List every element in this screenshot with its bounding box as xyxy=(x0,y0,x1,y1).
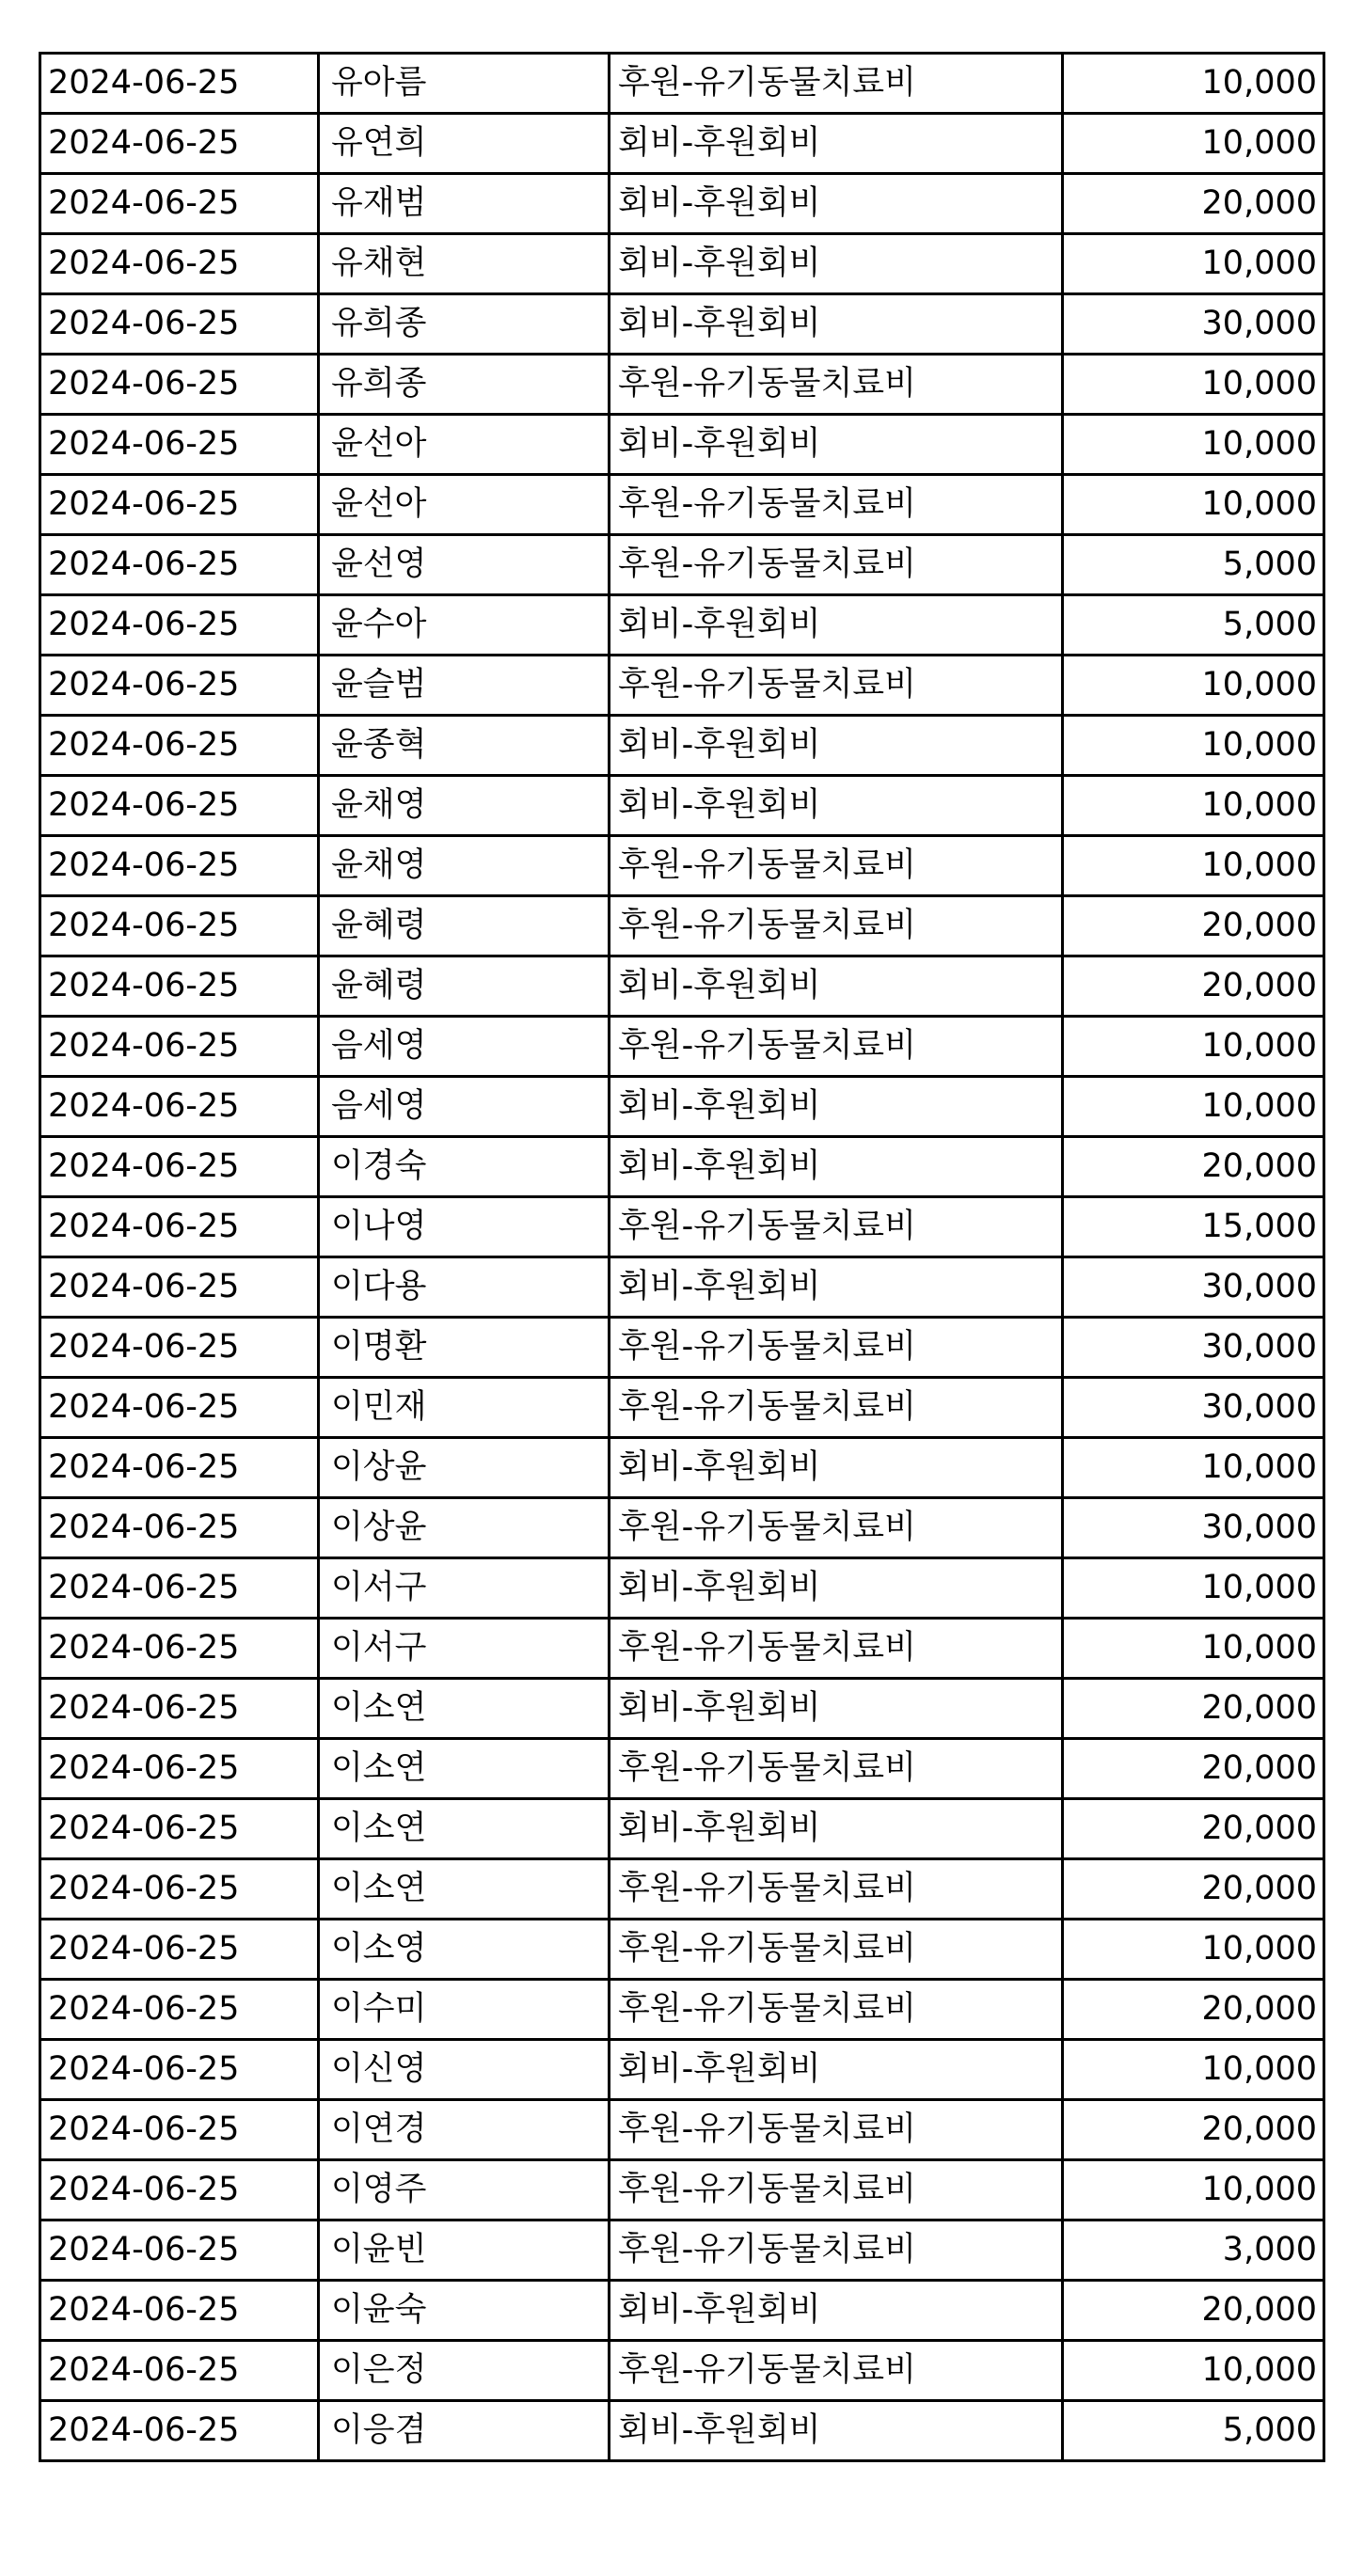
donor-name-cell: 이윤빈 xyxy=(319,2220,610,2281)
amount-cell: 10,000 xyxy=(1063,1920,1324,1980)
date-cell: 2024-06-25 xyxy=(40,1378,319,1438)
donation-ledger-table xyxy=(39,52,1325,2462)
category-cell: 후원-유기동물치료비 xyxy=(610,1017,1063,1077)
category-cell: 후원-유기동물치료비 xyxy=(610,54,1063,114)
date-cell: 2024-06-25 xyxy=(40,355,319,415)
donor-name-cell: 이신영 xyxy=(319,2040,610,2100)
date-cell: 2024-06-25 xyxy=(40,535,319,595)
table-row xyxy=(40,2100,1324,2160)
amount-cell: 30,000 xyxy=(1063,1257,1324,1318)
table-row xyxy=(40,2220,1324,2281)
amount-cell: 3,000 xyxy=(1063,2220,1324,2281)
date-cell: 2024-06-25 xyxy=(40,836,319,896)
table-row xyxy=(40,1438,1324,1498)
amount-cell: 20,000 xyxy=(1063,2100,1324,2160)
donor-name-cell: 이경숙 xyxy=(319,1137,610,1197)
table-row xyxy=(40,535,1324,595)
donor-name-cell: 윤수아 xyxy=(319,595,610,656)
date-cell: 2024-06-25 xyxy=(40,1257,319,1318)
donor-name-cell: 유채현 xyxy=(319,234,610,294)
amount-cell: 10,000 xyxy=(1063,1438,1324,1498)
table-row xyxy=(40,355,1324,415)
amount-cell: 15,000 xyxy=(1063,1197,1324,1257)
category-cell: 후원-유기동물치료비 xyxy=(610,1378,1063,1438)
table-row xyxy=(40,1257,1324,1318)
date-cell: 2024-06-25 xyxy=(40,2220,319,2281)
donor-name-cell: 이응겸 xyxy=(319,2401,610,2461)
table-row xyxy=(40,1017,1324,1077)
donor-name-cell: 이민재 xyxy=(319,1378,610,1438)
amount-cell: 10,000 xyxy=(1063,234,1324,294)
date-cell: 2024-06-25 xyxy=(40,1017,319,1077)
ledger-body xyxy=(40,54,1324,2461)
amount-cell: 20,000 xyxy=(1063,1980,1324,2040)
date-cell: 2024-06-25 xyxy=(40,595,319,656)
amount-cell: 10,000 xyxy=(1063,1077,1324,1137)
table-row xyxy=(40,2160,1324,2220)
category-cell: 회비-후원회비 xyxy=(610,1558,1063,1619)
category-cell: 회비-후원회비 xyxy=(610,2281,1063,2341)
donor-name-cell: 윤종혁 xyxy=(319,716,610,776)
date-cell: 2024-06-25 xyxy=(40,54,319,114)
category-cell: 후원-유기동물치료비 xyxy=(610,836,1063,896)
table-row xyxy=(40,716,1324,776)
category-cell: 후원-유기동물치료비 xyxy=(610,1739,1063,1799)
donor-name-cell: 이소연 xyxy=(319,1859,610,1920)
donor-name-cell: 이연경 xyxy=(319,2100,610,2160)
table-row xyxy=(40,1920,1324,1980)
donor-name-cell: 이영주 xyxy=(319,2160,610,2220)
donor-name-cell: 윤혜령 xyxy=(319,896,610,956)
table-row xyxy=(40,956,1324,1017)
amount-cell: 10,000 xyxy=(1063,2160,1324,2220)
donor-name-cell: 이수미 xyxy=(319,1980,610,2040)
date-cell: 2024-06-25 xyxy=(40,415,319,475)
amount-cell: 20,000 xyxy=(1063,956,1324,1017)
table-row xyxy=(40,1558,1324,1619)
date-cell: 2024-06-25 xyxy=(40,2281,319,2341)
table-row xyxy=(40,1318,1324,1378)
category-cell: 회비-후원회비 xyxy=(610,1257,1063,1318)
donor-name-cell: 윤채영 xyxy=(319,776,610,836)
category-cell: 회비-후원회비 xyxy=(610,595,1063,656)
date-cell: 2024-06-25 xyxy=(40,174,319,234)
donor-name-cell: 이서구 xyxy=(319,1619,610,1679)
date-cell: 2024-06-25 xyxy=(40,1679,319,1739)
date-cell: 2024-06-25 xyxy=(40,294,319,355)
donor-name-cell: 이명환 xyxy=(319,1318,610,1378)
donor-name-cell: 이은정 xyxy=(319,2341,610,2401)
amount-cell: 20,000 xyxy=(1063,1859,1324,1920)
category-cell: 회비-후원회비 xyxy=(610,294,1063,355)
date-cell: 2024-06-25 xyxy=(40,1739,319,1799)
donor-name-cell: 윤선아 xyxy=(319,475,610,535)
category-cell: 후원-유기동물치료비 xyxy=(610,2220,1063,2281)
table-row xyxy=(40,2281,1324,2341)
donor-name-cell: 음세영 xyxy=(319,1077,610,1137)
category-cell: 회비-후원회비 xyxy=(610,956,1063,1017)
table-row xyxy=(40,2341,1324,2401)
donor-name-cell: 이상윤 xyxy=(319,1438,610,1498)
date-cell: 2024-06-25 xyxy=(40,1558,319,1619)
amount-cell: 20,000 xyxy=(1063,1799,1324,1859)
date-cell: 2024-06-25 xyxy=(40,2040,319,2100)
category-cell: 후원-유기동물치료비 xyxy=(610,475,1063,535)
amount-cell: 10,000 xyxy=(1063,355,1324,415)
table-row xyxy=(40,174,1324,234)
amount-cell: 10,000 xyxy=(1063,1558,1324,1619)
table-row xyxy=(40,2040,1324,2100)
amount-cell: 20,000 xyxy=(1063,174,1324,234)
amount-cell: 10,000 xyxy=(1063,415,1324,475)
date-cell: 2024-06-25 xyxy=(40,2100,319,2160)
amount-cell: 20,000 xyxy=(1063,2281,1324,2341)
date-cell: 2024-06-25 xyxy=(40,776,319,836)
amount-cell: 10,000 xyxy=(1063,716,1324,776)
table-row xyxy=(40,1859,1324,1920)
donor-name-cell: 윤슬범 xyxy=(319,656,610,716)
donor-name-cell: 이나영 xyxy=(319,1197,610,1257)
category-cell: 회비-후원회비 xyxy=(610,1799,1063,1859)
category-cell: 회비-후원회비 xyxy=(610,1679,1063,1739)
date-cell: 2024-06-25 xyxy=(40,1920,319,1980)
category-cell: 회비-후원회비 xyxy=(610,1077,1063,1137)
amount-cell: 20,000 xyxy=(1063,1739,1324,1799)
donor-name-cell: 이소연 xyxy=(319,1679,610,1739)
amount-cell: 10,000 xyxy=(1063,2341,1324,2401)
date-cell: 2024-06-25 xyxy=(40,656,319,716)
amount-cell: 10,000 xyxy=(1063,475,1324,535)
donor-name-cell: 유아름 xyxy=(319,54,610,114)
category-cell: 회비-후원회비 xyxy=(610,1137,1063,1197)
category-cell: 회비-후원회비 xyxy=(610,174,1063,234)
table-row xyxy=(40,1619,1324,1679)
date-cell: 2024-06-25 xyxy=(40,2401,319,2461)
amount-cell: 10,000 xyxy=(1063,836,1324,896)
date-cell: 2024-06-25 xyxy=(40,1077,319,1137)
table-row xyxy=(40,2401,1324,2461)
category-cell: 회비-후원회비 xyxy=(610,234,1063,294)
table-row xyxy=(40,1799,1324,1859)
table-row xyxy=(40,294,1324,355)
donor-name-cell: 유재범 xyxy=(319,174,610,234)
date-cell: 2024-06-25 xyxy=(40,1197,319,1257)
donor-name-cell: 이윤숙 xyxy=(319,2281,610,2341)
date-cell: 2024-06-25 xyxy=(40,2341,319,2401)
donor-name-cell: 이소영 xyxy=(319,1920,610,1980)
category-cell: 회비-후원회비 xyxy=(610,2401,1063,2461)
date-cell: 2024-06-25 xyxy=(40,234,319,294)
amount-cell: 10,000 xyxy=(1063,114,1324,174)
category-cell: 회비-후원회비 xyxy=(610,776,1063,836)
category-cell: 후원-유기동물치료비 xyxy=(610,1197,1063,1257)
table-row xyxy=(40,1679,1324,1739)
date-cell: 2024-06-25 xyxy=(40,114,319,174)
table-row xyxy=(40,896,1324,956)
category-cell: 회비-후원회비 xyxy=(610,2040,1063,2100)
category-cell: 후원-유기동물치료비 xyxy=(610,1498,1063,1558)
donor-name-cell: 윤혜령 xyxy=(319,956,610,1017)
amount-cell: 10,000 xyxy=(1063,656,1324,716)
amount-cell: 10,000 xyxy=(1063,2040,1324,2100)
amount-cell: 30,000 xyxy=(1063,1378,1324,1438)
date-cell: 2024-06-25 xyxy=(40,1498,319,1558)
donor-name-cell: 유희종 xyxy=(319,294,610,355)
category-cell: 회비-후원회비 xyxy=(610,716,1063,776)
donor-name-cell: 윤채영 xyxy=(319,836,610,896)
donor-name-cell: 이다용 xyxy=(319,1257,610,1318)
category-cell: 후원-유기동물치료비 xyxy=(610,1859,1063,1920)
date-cell: 2024-06-25 xyxy=(40,716,319,776)
amount-cell: 20,000 xyxy=(1063,1137,1324,1197)
date-cell: 2024-06-25 xyxy=(40,1137,319,1197)
amount-cell: 10,000 xyxy=(1063,776,1324,836)
category-cell: 회비-후원회비 xyxy=(610,1438,1063,1498)
category-cell: 후원-유기동물치료비 xyxy=(610,355,1063,415)
table-row xyxy=(40,1498,1324,1558)
table-row xyxy=(40,1197,1324,1257)
table-row xyxy=(40,54,1324,114)
amount-cell: 30,000 xyxy=(1063,1318,1324,1378)
donor-name-cell: 윤선아 xyxy=(319,415,610,475)
amount-cell: 5,000 xyxy=(1063,535,1324,595)
category-cell: 후원-유기동물치료비 xyxy=(610,535,1063,595)
date-cell: 2024-06-25 xyxy=(40,475,319,535)
date-cell: 2024-06-25 xyxy=(40,1438,319,1498)
donor-name-cell: 이서구 xyxy=(319,1558,610,1619)
amount-cell: 10,000 xyxy=(1063,1017,1324,1077)
table-row xyxy=(40,1137,1324,1197)
table-row xyxy=(40,1077,1324,1137)
amount-cell: 20,000 xyxy=(1063,896,1324,956)
category-cell: 후원-유기동물치료비 xyxy=(610,1619,1063,1679)
donor-name-cell: 음세영 xyxy=(319,1017,610,1077)
donor-name-cell: 유연희 xyxy=(319,114,610,174)
table-row xyxy=(40,656,1324,716)
table-row xyxy=(40,836,1324,896)
date-cell: 2024-06-25 xyxy=(40,1859,319,1920)
date-cell: 2024-06-25 xyxy=(40,1619,319,1679)
amount-cell: 20,000 xyxy=(1063,1679,1324,1739)
category-cell: 후원-유기동물치료비 xyxy=(610,2100,1063,2160)
donor-name-cell: 이소연 xyxy=(319,1799,610,1859)
table-row xyxy=(40,475,1324,535)
table-row xyxy=(40,595,1324,656)
amount-cell: 10,000 xyxy=(1063,54,1324,114)
date-cell: 2024-06-25 xyxy=(40,956,319,1017)
category-cell: 후원-유기동물치료비 xyxy=(610,896,1063,956)
category-cell: 후원-유기동물치료비 xyxy=(610,2341,1063,2401)
donor-name-cell: 이상윤 xyxy=(319,1498,610,1558)
donor-name-cell: 이소연 xyxy=(319,1739,610,1799)
category-cell: 후원-유기동물치료비 xyxy=(610,1318,1063,1378)
amount-cell: 30,000 xyxy=(1063,294,1324,355)
table-row xyxy=(40,114,1324,174)
table-row xyxy=(40,776,1324,836)
category-cell: 회비-후원회비 xyxy=(610,415,1063,475)
table-row xyxy=(40,1378,1324,1438)
date-cell: 2024-06-25 xyxy=(40,1980,319,2040)
category-cell: 후원-유기동물치료비 xyxy=(610,1980,1063,2040)
amount-cell: 10,000 xyxy=(1063,1619,1324,1679)
table-row xyxy=(40,1739,1324,1799)
table-row xyxy=(40,1980,1324,2040)
category-cell: 후원-유기동물치료비 xyxy=(610,1920,1063,1980)
date-cell: 2024-06-25 xyxy=(40,1318,319,1378)
category-cell: 회비-후원회비 xyxy=(610,114,1063,174)
amount-cell: 5,000 xyxy=(1063,595,1324,656)
table-row xyxy=(40,415,1324,475)
amount-cell: 5,000 xyxy=(1063,2401,1324,2461)
category-cell: 후원-유기동물치료비 xyxy=(610,656,1063,716)
table-row xyxy=(40,234,1324,294)
date-cell: 2024-06-25 xyxy=(40,1799,319,1859)
category-cell: 후원-유기동물치료비 xyxy=(610,2160,1063,2220)
date-cell: 2024-06-25 xyxy=(40,896,319,956)
date-cell: 2024-06-25 xyxy=(40,2160,319,2220)
donor-name-cell: 윤선영 xyxy=(319,535,610,595)
amount-cell: 30,000 xyxy=(1063,1498,1324,1558)
donor-name-cell: 유희종 xyxy=(319,355,610,415)
